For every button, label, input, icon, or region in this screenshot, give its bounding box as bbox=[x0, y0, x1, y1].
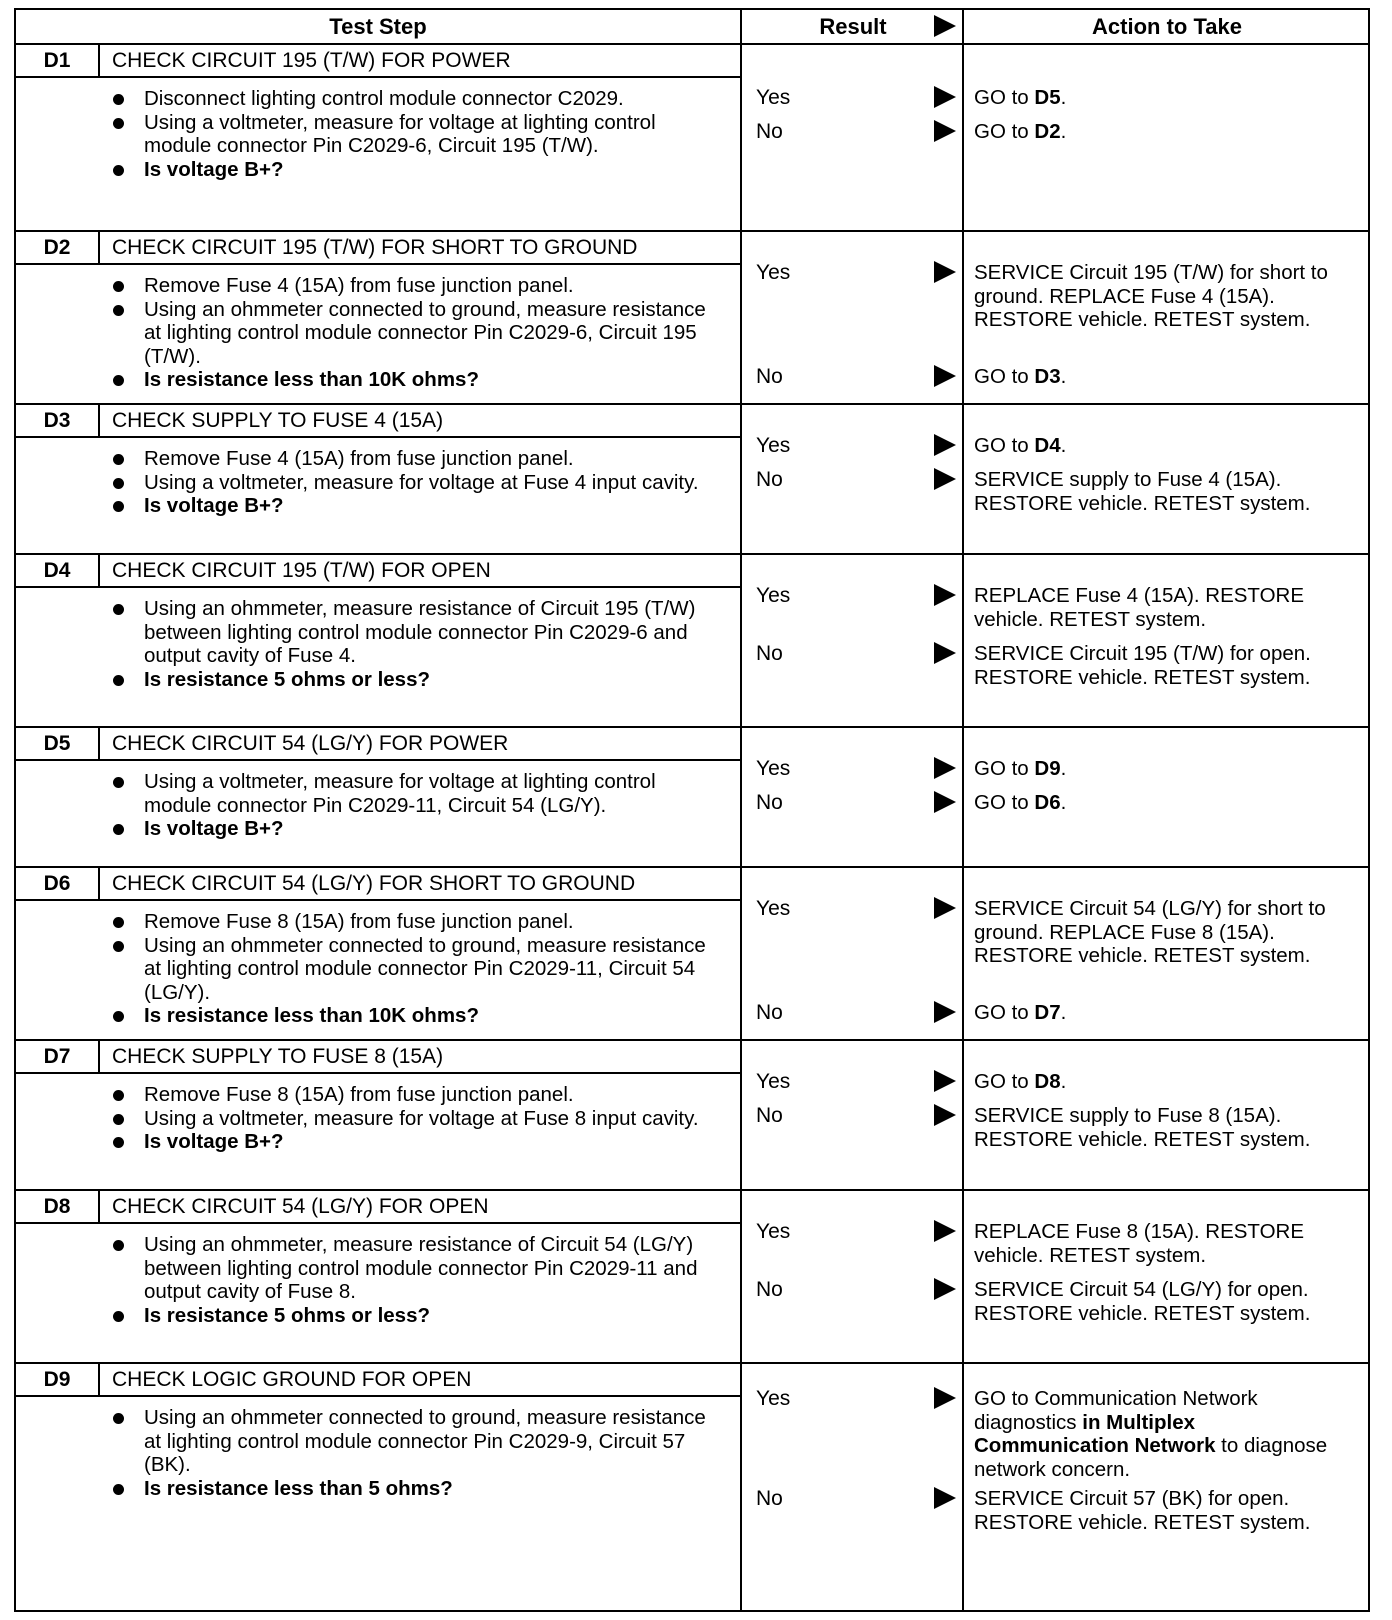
step-instructions bbox=[108, 770, 718, 841]
action-text-bold: D7 bbox=[1034, 1001, 1061, 1024]
action-text-main: SERVICE Circuit 57 (BK) for open. RESTORE vehicle. RETEST system. bbox=[974, 1487, 1311, 1534]
step-title: CHECK CIRCUIT 195 (T/W) FOR POWER bbox=[112, 49, 511, 72]
step-question: Is resistance less than 10K ohms? bbox=[108, 368, 718, 392]
step-question: Is resistance less than 10K ohms? bbox=[108, 1004, 718, 1028]
action-text-main: GO to bbox=[974, 434, 1035, 457]
step-header bbox=[16, 555, 740, 588]
action-text bbox=[974, 791, 1354, 815]
action-text-main: SERVICE Circuit 54 (LG/Y) for open. RESTORE vehicle. RETEST system. bbox=[974, 1278, 1311, 1325]
arrow-right-icon bbox=[934, 1104, 956, 1126]
instruction-item: Using an ohmmeter connected to ground, measure resistance at lighting control module connector Pin C2029-6, Circuit 195 (T/W). bbox=[108, 298, 718, 369]
action-text-tail: . bbox=[1060, 1001, 1067, 1024]
result-yes: Yes bbox=[756, 757, 791, 780]
action-text-main: SERVICE Circuit 54 (LG/Y) for short to ground. REPLACE Fuse 8 (15A). RESTORE vehicle. RETEST system. bbox=[974, 897, 1326, 967]
step-header bbox=[16, 728, 740, 761]
action-text-main: SERVICE Circuit 195 (T/W) for open. RESTORE vehicle. RETEST system. bbox=[974, 642, 1311, 689]
action-text bbox=[974, 1487, 1354, 1534]
action-text-main: GO to bbox=[974, 1001, 1035, 1024]
action-text bbox=[974, 1220, 1354, 1267]
action-text bbox=[974, 1070, 1354, 1094]
action-text-bold: in Multiplex Communication Network bbox=[974, 1410, 1216, 1457]
result-yes: Yes bbox=[756, 434, 791, 457]
step-instructions bbox=[108, 597, 718, 691]
step-id: D7 bbox=[16, 1041, 100, 1072]
action-text-tail: . bbox=[1060, 1070, 1067, 1093]
step-question: Is resistance 5 ohms or less? bbox=[108, 668, 718, 692]
action-text-tail: . bbox=[1060, 791, 1067, 814]
step-row-d3 bbox=[16, 405, 1368, 555]
arrow-right-icon bbox=[934, 468, 956, 490]
action-text bbox=[974, 757, 1354, 781]
action-text bbox=[974, 468, 1354, 515]
step-question: Is voltage B+? bbox=[108, 158, 718, 182]
step-header bbox=[16, 45, 740, 78]
action-text-main: GO to bbox=[974, 791, 1035, 814]
arrow-right-icon bbox=[934, 642, 956, 664]
instruction-item: Disconnect lighting control module connector C2029. bbox=[108, 87, 718, 111]
arrow-right-icon bbox=[934, 261, 956, 283]
step-row-d5 bbox=[16, 728, 1368, 868]
action-text-main: GO to bbox=[974, 86, 1035, 109]
step-row-d6 bbox=[16, 868, 1368, 1041]
arrow-right-icon bbox=[934, 757, 956, 779]
step-title: CHECK SUPPLY TO FUSE 4 (15A) bbox=[112, 409, 444, 432]
diagnostic-table bbox=[14, 8, 1370, 1612]
instruction-item: Using an ohmmeter, measure resistance of Circuit 195 (T/W) between lighting control module connector Pin C2029-6 and output cavity of Fuse 4. bbox=[108, 597, 718, 668]
action-text-main: REPLACE Fuse 4 (15A). RESTORE vehicle. RETEST system. bbox=[974, 584, 1305, 631]
step-row-d8 bbox=[16, 1191, 1368, 1364]
step-row-d7 bbox=[16, 1041, 1368, 1191]
action-text-bold: D8 bbox=[1034, 1070, 1061, 1093]
header-action: Action to Take bbox=[1092, 14, 1242, 39]
table-header bbox=[16, 10, 1368, 45]
action-text-bold: D9 bbox=[1034, 757, 1061, 780]
arrow-right-icon bbox=[934, 1070, 956, 1092]
result-yes: Yes bbox=[756, 261, 791, 284]
step-instructions bbox=[108, 1406, 718, 1500]
step-row-d4 bbox=[16, 555, 1368, 728]
step-id: D9 bbox=[16, 1364, 100, 1395]
instruction-item: Using a voltmeter, measure for voltage at lighting control module connector Pin C2029-6, Circuit 195 (T/W). bbox=[108, 111, 718, 158]
action-text bbox=[974, 434, 1354, 458]
instruction-item: Remove Fuse 8 (15A) from fuse junction panel. bbox=[108, 1083, 718, 1107]
result-no: No bbox=[756, 365, 783, 388]
result-no: No bbox=[756, 1278, 783, 1301]
action-text-tail: . bbox=[1060, 757, 1067, 780]
header-result: Result bbox=[819, 14, 887, 39]
arrow-right-icon bbox=[934, 1387, 956, 1409]
arrow-right-icon bbox=[934, 434, 956, 456]
instruction-item: Using a voltmeter, measure for voltage at Fuse 8 input cavity. bbox=[108, 1107, 718, 1131]
action-text bbox=[974, 1001, 1354, 1025]
arrow-right-icon bbox=[934, 897, 956, 919]
instruction-item: Remove Fuse 8 (15A) from fuse junction panel. bbox=[108, 910, 718, 934]
instruction-item: Using a voltmeter, measure for voltage at lighting control module connector Pin C2029-11, Circuit 54 (LG/Y). bbox=[108, 770, 718, 817]
arrow-right-icon bbox=[934, 791, 956, 813]
action-text-bold: D4 bbox=[1034, 434, 1061, 457]
result-yes: Yes bbox=[756, 1220, 791, 1243]
instruction-item: Remove Fuse 4 (15A) from fuse junction panel. bbox=[108, 274, 718, 298]
step-question: Is voltage B+? bbox=[108, 494, 718, 518]
arrow-right-icon bbox=[934, 120, 956, 142]
step-instructions bbox=[108, 274, 718, 392]
arrow-right-icon bbox=[934, 1220, 956, 1242]
arrow-right-icon bbox=[934, 365, 956, 387]
step-title: CHECK CIRCUIT 195 (T/W) FOR SHORT TO GROUND bbox=[112, 236, 638, 259]
action-text-tail: to diagnose network concern. bbox=[974, 1434, 1328, 1481]
action-text-bold: D6 bbox=[1034, 791, 1061, 814]
action-text-main: GO to bbox=[974, 757, 1035, 780]
step-id: D6 bbox=[16, 868, 100, 899]
step-instructions bbox=[108, 447, 718, 518]
arrow-right-icon bbox=[934, 1001, 956, 1023]
step-instructions bbox=[108, 87, 718, 181]
action-text bbox=[974, 1104, 1354, 1151]
step-id: D8 bbox=[16, 1191, 100, 1222]
action-text-tail: . bbox=[1060, 365, 1067, 388]
step-id: D1 bbox=[16, 45, 100, 76]
result-yes: Yes bbox=[756, 1387, 791, 1410]
action-text-main: GO to bbox=[974, 365, 1035, 388]
instruction-item: Using an ohmmeter connected to ground, measure resistance at lighting control module connector Pin C2029-9, Circuit 57 (BK). bbox=[108, 1406, 718, 1477]
step-header bbox=[16, 405, 740, 438]
step-question: Is resistance 5 ohms or less? bbox=[108, 1304, 718, 1328]
action-text-main: GO to Communication Network diagnostics bbox=[974, 1387, 1258, 1434]
action-text bbox=[974, 642, 1354, 689]
result-no: No bbox=[756, 1104, 783, 1127]
step-id: D4 bbox=[16, 555, 100, 586]
action-text-main: GO to bbox=[974, 1070, 1035, 1093]
instruction-item: Using an ohmmeter, measure resistance of Circuit 54 (LG/Y) between lighting control module connector Pin C2029-11 and output cavity of Fuse 8. bbox=[108, 1233, 718, 1304]
step-id: D2 bbox=[16, 232, 100, 263]
step-title: CHECK CIRCUIT 54 (LG/Y) FOR POWER bbox=[112, 732, 509, 755]
step-title: CHECK CIRCUIT 54 (LG/Y) FOR OPEN bbox=[112, 1195, 489, 1218]
instruction-item: Remove Fuse 4 (15A) from fuse junction panel. bbox=[108, 447, 718, 471]
action-text-main: GO to bbox=[974, 120, 1035, 143]
action-text-main: SERVICE supply to Fuse 4 (15A). RESTORE vehicle. RETEST system. bbox=[974, 468, 1311, 515]
action-text bbox=[974, 86, 1354, 110]
action-text-main: SERVICE supply to Fuse 8 (15A). RESTORE vehicle. RETEST system. bbox=[974, 1104, 1311, 1151]
action-text-bold: D5 bbox=[1034, 86, 1061, 109]
header-test-step: Test Step bbox=[329, 14, 427, 39]
action-text-main: SERVICE Circuit 195 (T/W) for short to ground. REPLACE Fuse 4 (15A). RESTORE vehicle. RETEST system. bbox=[974, 261, 1328, 331]
step-header bbox=[16, 868, 740, 901]
action-text bbox=[974, 897, 1354, 968]
action-text-tail: . bbox=[1060, 434, 1067, 457]
step-instructions bbox=[108, 1233, 718, 1327]
action-text-tail: . bbox=[1060, 86, 1067, 109]
result-yes: Yes bbox=[756, 86, 791, 109]
action-text bbox=[974, 365, 1354, 389]
step-id: D5 bbox=[16, 728, 100, 759]
action-text bbox=[974, 120, 1354, 144]
step-row-d2 bbox=[16, 232, 1368, 405]
action-text bbox=[974, 1387, 1354, 1481]
arrow-right-icon bbox=[934, 86, 956, 108]
arrow-right-icon bbox=[934, 1487, 956, 1509]
instruction-item: Using an ohmmeter connected to ground, measure resistance at lighting control module connector Pin C2029-11, Circuit 54 (LG/Y). bbox=[108, 934, 718, 1005]
instruction-item: Using a voltmeter, measure for voltage at Fuse 4 input cavity. bbox=[108, 471, 718, 495]
result-no: No bbox=[756, 791, 783, 814]
result-no: No bbox=[756, 1001, 783, 1024]
step-title: CHECK LOGIC GROUND FOR OPEN bbox=[112, 1368, 472, 1391]
action-text-tail: . bbox=[1060, 120, 1067, 143]
action-text bbox=[974, 584, 1354, 631]
step-title: CHECK CIRCUIT 54 (LG/Y) FOR SHORT TO GROUND bbox=[112, 872, 636, 895]
step-row-d1 bbox=[16, 45, 1368, 232]
arrow-right-icon bbox=[934, 584, 956, 606]
step-row-d9 bbox=[16, 1364, 1368, 1610]
step-question: Is voltage B+? bbox=[108, 817, 718, 841]
step-question: Is voltage B+? bbox=[108, 1130, 718, 1154]
result-no: No bbox=[756, 1487, 783, 1510]
step-question: Is resistance less than 5 ohms? bbox=[108, 1477, 718, 1501]
result-no: No bbox=[756, 120, 783, 143]
result-yes: Yes bbox=[756, 897, 791, 920]
step-header bbox=[16, 232, 740, 265]
step-id: D3 bbox=[16, 405, 100, 436]
result-no: No bbox=[756, 642, 783, 665]
action-text-bold: D3 bbox=[1034, 365, 1061, 388]
step-instructions bbox=[108, 1083, 718, 1154]
result-no: No bbox=[756, 468, 783, 491]
result-yes: Yes bbox=[756, 1070, 791, 1093]
step-header bbox=[16, 1364, 740, 1397]
arrow-right-icon bbox=[934, 1278, 956, 1300]
action-text-main: REPLACE Fuse 8 (15A). RESTORE vehicle. RETEST system. bbox=[974, 1220, 1305, 1267]
step-title: CHECK SUPPLY TO FUSE 8 (15A) bbox=[112, 1045, 444, 1068]
action-text-bold: D2 bbox=[1034, 120, 1061, 143]
step-header bbox=[16, 1191, 740, 1224]
step-header bbox=[16, 1041, 740, 1074]
result-yes: Yes bbox=[756, 584, 791, 607]
step-title: CHECK CIRCUIT 195 (T/W) FOR OPEN bbox=[112, 559, 491, 582]
header-arrow-icon bbox=[934, 15, 956, 37]
step-instructions bbox=[108, 910, 718, 1028]
action-text bbox=[974, 261, 1354, 332]
action-text bbox=[974, 1278, 1354, 1325]
